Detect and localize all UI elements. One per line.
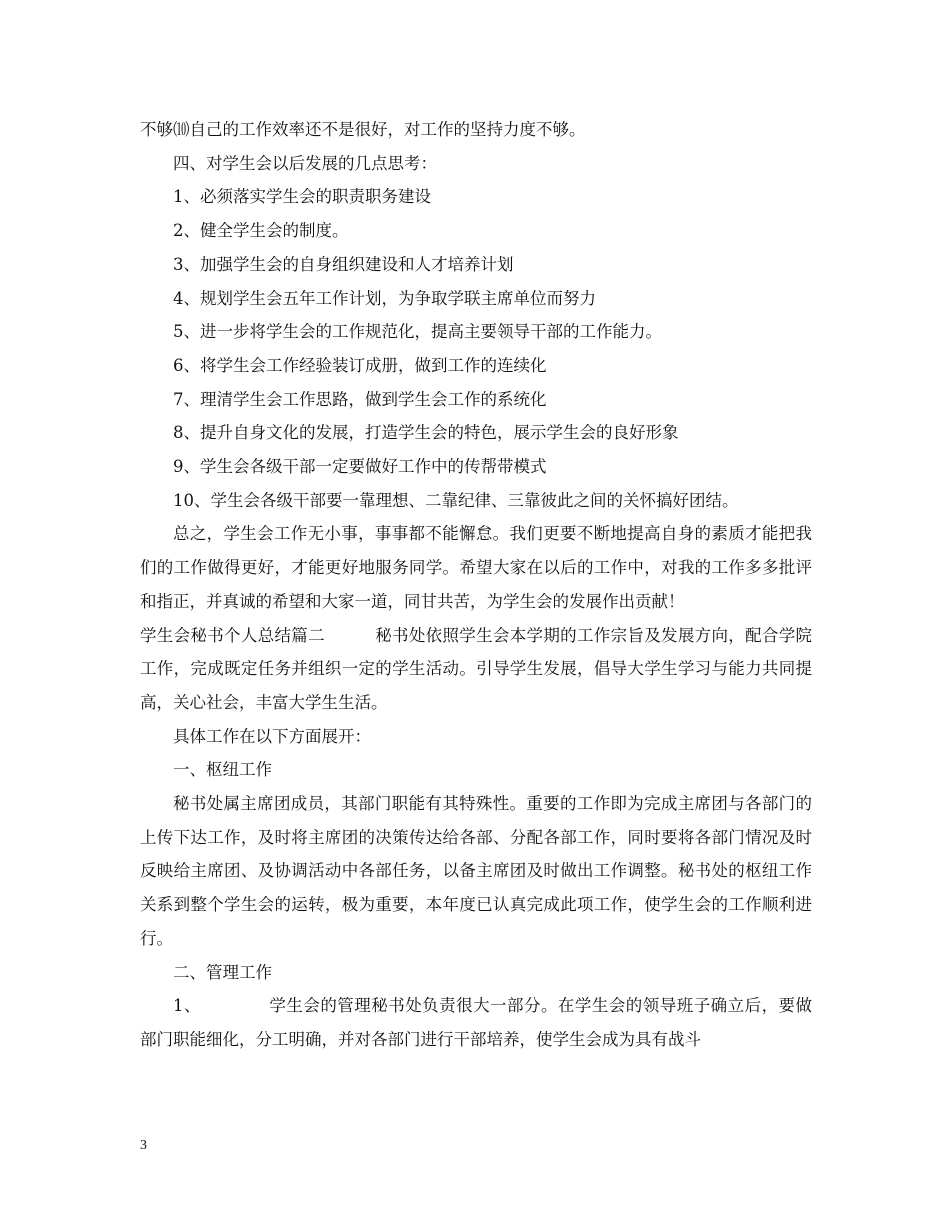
paragraph: 四、对学生会以后发展的几点思考： (173, 153, 437, 173)
paragraph: 8、提升自身文化的发展，打造学生会的特色，展示学生会的良好形象 (173, 423, 679, 443)
paragraph: 总之，学生会工作无小事，事事都不能懈怠。我们更要不断地提高自身的素质才能把我们的工作做得更好，才能更好地服务同学。希望大家在以后的工作中，对我的工作多多批评和指正，并真诚的希望和大家一道，同甘共苦，为学生会的发展作出贡献！ (140, 524, 812, 611)
paragraph: 6、将学生会工作经验装订成册，做到工作的连续化 (173, 355, 547, 375)
paragraph-group (140, 113, 812, 619)
paragraph: 一、枢纽工作 (173, 760, 272, 780)
paragraph: 不够⑽自己的工作效率还不是很好，对工作的坚持力度不够。 (140, 120, 586, 139)
paragraph: 秘书处属主席团成员，其部门职能有其特殊性。重要的工作即为完成主席团与各部门的上传下达工作，及时将主席团的决策传达给各部、分配各部工作，同时要将各部门情况及时反映给主席团、及协调活动中各部任务，以备主席团及时做出工作调整。秘书处的枢纽工作关系到整个学生会的运转，极为重要，本年度已认真完成此项工作，使学生会的工作顺利进行。 (140, 794, 812, 948)
item-text: 学生会的管理秘书处负责很大一部分。在学生会的领导班子确立后，要做部门职能细化，分工明确，并对各部门进行干部培养，使学生会成为具有战斗 (140, 996, 813, 1049)
paragraph: 9、学生会各级干部一定要做好工作中的传帮带模式 (173, 457, 547, 477)
paragraph: 2、健全学生会的制度。 (173, 221, 349, 241)
paragraph: 3、加强学生会的自身组织建设和人才培养计划 (173, 254, 514, 274)
paragraph-group (140, 720, 812, 990)
paragraph: 二、管理工作 (173, 962, 272, 982)
section-2-intro-paragraph (140, 619, 812, 720)
section-2-title: 学生会秘书个人总结篇二 (140, 625, 325, 645)
paragraph: 具体工作在以下方面展开： (173, 726, 371, 746)
item-number: 1、 (173, 996, 201, 1016)
paragraph: 5、进一步将学生会的工作规范化，提高主要领导干部的工作能力。 (173, 322, 662, 342)
paragraph: 10、学生会各级干部要一靠理想、二靠纪律、三靠彼此之间的关怀搞好团结。 (173, 490, 739, 510)
management-item-1 (140, 989, 812, 1056)
paragraph: 7、理清学生会工作思路，做到学生会工作的系统化 (173, 389, 547, 409)
page-number: 3 (140, 1138, 147, 1153)
section-2-lead-text: 秘书处依照学生会本学期的工作宗旨及发展方向，配合学院工作，完成既定任务并组织一定的学生活动。引导学生发展，倡导大学生学习与能力共同提高，关心社会，丰富大学生生活。 (140, 625, 813, 712)
paragraph: 1、必须落实学生会的职责职务建设 (173, 187, 431, 207)
paragraph: 4、规划学生会五年工作计划，为争取学联主席单位而努力 (173, 288, 596, 308)
document-body (140, 113, 812, 1057)
